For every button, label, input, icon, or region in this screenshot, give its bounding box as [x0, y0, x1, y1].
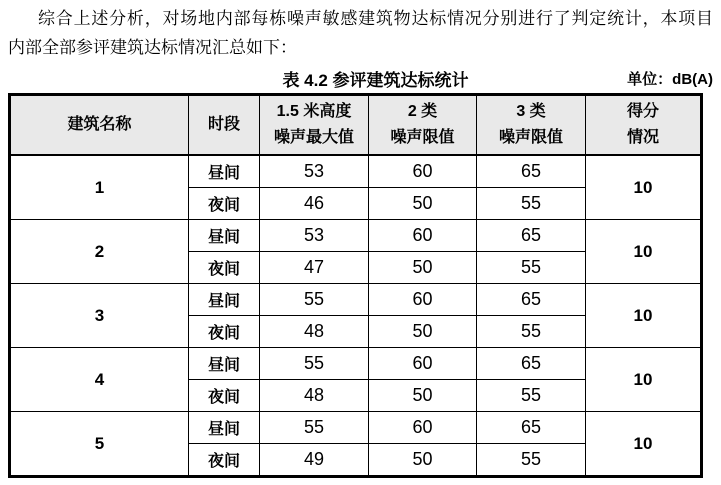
table-caption-row — [8, 63, 713, 93]
noise-max-cell: 55 — [260, 284, 369, 316]
col-header-period: 时段 — [189, 95, 260, 156]
assessment-table — [8, 93, 703, 478]
table-title: 表 4.2 参评建筑达标统计 — [282, 71, 469, 90]
table-row — [10, 412, 702, 444]
class2-limit-cell: 60 — [369, 348, 477, 380]
header-line: 得分 — [626, 103, 659, 121]
header-line: 噪声限值 — [390, 129, 455, 146]
score-cell: 10 — [586, 284, 702, 348]
header-line: 噪声限值 — [498, 129, 563, 146]
period-cell: 夜间 — [189, 316, 260, 348]
noise-max-cell: 55 — [260, 348, 369, 380]
unit-label: 单位：dB(A) — [627, 71, 713, 88]
table-row — [10, 155, 702, 188]
period-cell: 夜间 — [189, 188, 260, 220]
building-cell: 1 — [10, 155, 189, 220]
intro-paragraph — [8, 4, 713, 62]
header-row — [10, 95, 702, 156]
class2-limit-cell: 50 — [369, 252, 477, 284]
class3-limit-cell: 55 — [477, 252, 586, 284]
col-header-class2-limit — [369, 95, 477, 156]
class3-limit-cell: 65 — [477, 220, 586, 252]
class2-limit-cell: 50 — [369, 380, 477, 412]
intro-text-line2: 内部全部参评建筑达标情况汇总如下： — [8, 38, 297, 57]
class2-limit-cell: 50 — [369, 188, 477, 220]
score-cell: 10 — [586, 220, 702, 284]
noise-max-cell: 46 — [260, 188, 369, 220]
score-cell: 10 — [586, 412, 702, 477]
table-row — [10, 284, 702, 316]
building-cell: 3 — [10, 284, 189, 348]
building-cell: 2 — [10, 220, 189, 284]
col-header-class3-limit — [477, 95, 586, 156]
period-cell: 昼间 — [189, 155, 260, 188]
noise-max-cell: 55 — [260, 412, 369, 444]
class2-limit-cell: 60 — [369, 284, 477, 316]
table-row — [10, 220, 702, 252]
noise-max-cell: 47 — [260, 252, 369, 284]
class2-limit-cell: 60 — [369, 220, 477, 252]
class2-limit-cell: 60 — [369, 155, 477, 188]
col-header-noise-max — [260, 95, 369, 156]
class3-limit-cell: 65 — [477, 348, 586, 380]
noise-max-cell: 53 — [260, 155, 369, 188]
noise-max-cell: 48 — [260, 316, 369, 348]
period-cell: 昼间 — [189, 348, 260, 380]
intro-text-line1: 综合上述分析，对场地内部每栋噪声敏感建筑物达标情况分别进行了判定统计，本项目 — [38, 9, 713, 28]
class3-limit-cell: 55 — [477, 444, 586, 477]
building-cell: 4 — [10, 348, 189, 412]
col-header-building: 建筑名称 — [10, 95, 189, 156]
period-cell: 昼间 — [189, 284, 260, 316]
class2-limit-cell: 50 — [369, 316, 477, 348]
class3-limit-cell: 65 — [477, 412, 586, 444]
noise-max-cell: 48 — [260, 380, 369, 412]
score-cell: 10 — [586, 348, 702, 412]
period-cell: 昼间 — [189, 220, 260, 252]
header-line: 噪声最大值 — [273, 129, 354, 146]
class3-limit-cell: 55 — [477, 188, 586, 220]
period-cell: 夜间 — [189, 444, 260, 477]
class3-limit-cell: 55 — [477, 316, 586, 348]
noise-max-cell: 49 — [260, 444, 369, 477]
table-row — [10, 348, 702, 380]
col-header-score — [586, 95, 702, 156]
header-line: 1.5 米高度 — [276, 103, 352, 121]
building-cell: 5 — [10, 412, 189, 477]
class3-limit-cell: 65 — [477, 284, 586, 316]
class2-limit-cell: 60 — [369, 412, 477, 444]
class3-limit-cell: 65 — [477, 155, 586, 188]
class3-limit-cell: 55 — [477, 380, 586, 412]
noise-max-cell: 53 — [260, 220, 369, 252]
header-line: 3 类 — [516, 103, 546, 121]
period-cell: 昼间 — [189, 412, 260, 444]
period-cell: 夜间 — [189, 380, 260, 412]
period-cell: 夜间 — [189, 252, 260, 284]
score-cell: 10 — [586, 155, 702, 220]
header-line: 情况 — [626, 129, 659, 146]
header-line: 2 类 — [407, 103, 438, 121]
class2-limit-cell: 50 — [369, 444, 477, 477]
